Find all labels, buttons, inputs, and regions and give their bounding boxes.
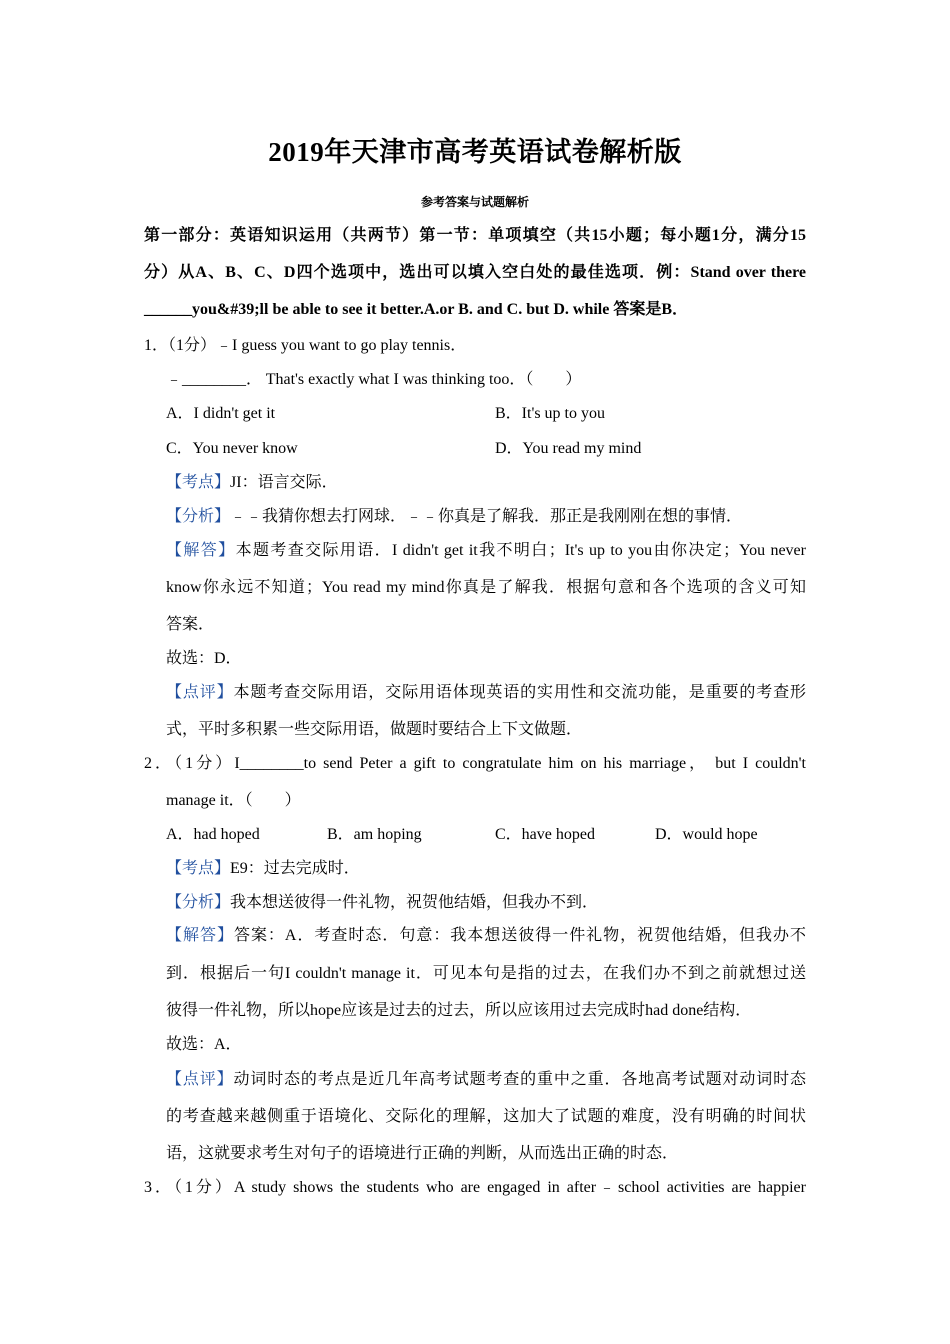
option-b: B．It's up to you <box>495 405 606 422</box>
question-stem: （1分）A study shows the students who are engaged in after﹣school activities are happier <box>173 1179 806 1196</box>
jieda-text: 本题考查交际用语．I didn't get it我不明白；It's up to you由你决定；You never <box>235 542 806 559</box>
dianping-tag: 【点评】 <box>166 684 234 701</box>
answer-line: 故选：D． <box>166 650 242 667</box>
option-d: D．You read my mind <box>495 440 642 457</box>
question-number: 3． <box>144 1179 174 1196</box>
dianping-tag: 【点评】 <box>166 1071 234 1088</box>
answer-line: 故选：A． <box>166 1036 242 1053</box>
dianping-line-2: 式，平时多积累一些交际用语，做题时要结合上下文做题． <box>166 721 583 738</box>
jieda-line-1 <box>166 537 806 560</box>
fenxi-text: 我本想送彼得一件礼物，祝贺他结婚，但我办不到． <box>230 894 599 911</box>
question-stem: （1分）﹣I guess you want to go play tennis． <box>168 337 467 354</box>
kaodian-tag: 【考点】 <box>166 860 231 877</box>
option-c: C．You never know <box>166 440 298 457</box>
question-2 <box>144 750 806 773</box>
jieda-text: 答案：A．考查时态．句意：我本想送彼得一件礼物，祝贺他结婚，但我办不 <box>233 927 806 944</box>
fenxi-tag: 【分析】 <box>166 508 231 525</box>
jieda-line-1 <box>166 922 806 945</box>
jieda-tag: 【解答】 <box>166 927 234 944</box>
option-d: D．would hope <box>655 826 758 843</box>
page-title: 2019年天津市高考英语试卷解析版 <box>268 137 682 167</box>
jieda-line-3: 答案． <box>166 616 215 633</box>
question-number: 1． <box>144 337 169 354</box>
question-stem-line: ﹣________． That's exactly what I was thinking too．（ ） <box>166 371 582 388</box>
dianping-line-1 <box>166 1066 806 1089</box>
page-subtitle: 参考答案与试题解析 <box>420 195 529 209</box>
section-intro-line-1: 第一部分：英语知识运用（共两节）第一节：单项填空（共15小题；每小题1分，满分15 <box>144 227 806 244</box>
jieda-line-2: 到．根据后一句I couldn't manage it．可见本句是指的过去，在我们办不到之前就想过送 <box>166 965 806 982</box>
section-intro-line-2: 分）从A、B、C、D四个选项中，选出可以填入空白处的最佳选项．例：Stand over there <box>144 264 806 281</box>
jieda-line-2: know你永远不知道；You read my mind你真是了解我．根据句意和各个选项的含义可知 <box>166 579 806 596</box>
fenxi-line <box>166 889 598 912</box>
option-b: B．am hoping <box>327 826 422 843</box>
kaodian-text: JI：语言交际． <box>230 474 338 491</box>
fenxi-text: ﹣﹣我猜你想去打网球．﹣﹣你真是了解我．那正是我刚刚在想的事情． <box>230 508 743 525</box>
dianping-text: 动词时态的考点是近几年高考试题考查的重中之重．各地高考试题对动词时态 <box>233 1071 806 1088</box>
kaodian-line <box>166 469 338 492</box>
option-c: C．have hoped <box>495 826 595 843</box>
question-1 <box>144 332 466 355</box>
fenxi-tag: 【分析】 <box>166 894 231 911</box>
dianping-line-1 <box>166 679 806 702</box>
dianping-line-2: 的考查越来越侧重于语境化、交际化的理解，这加大了试题的难度，没有明确的时间状 <box>166 1108 806 1125</box>
dianping-text: 本题考查交际用语，交际用语体现英语的实用性和交流功能，是重要的考查形 <box>233 684 806 701</box>
dianping-line-3: 语，这就要求考生对句子的语境进行正确的判断，从而选出正确的时态． <box>166 1145 679 1162</box>
question-stem-line: manage it．（ ） <box>166 792 301 809</box>
fenxi-line <box>166 503 742 526</box>
kaodian-line <box>166 855 360 878</box>
option-a: A．I didn't get it <box>166 405 276 422</box>
jieda-line-3: 彼得一件礼物，所以hope应该是过去的过去，所以应该用过去完成时had done结构． <box>166 1002 752 1019</box>
section-intro-line-3: ______you&#39;ll be able to see it better.A.or B. and C. but D. while 答案是B． <box>144 301 689 318</box>
kaodian-text: E9：过去完成时． <box>230 860 360 877</box>
kaodian-tag: 【考点】 <box>166 474 231 491</box>
jieda-tag: 【解答】 <box>166 542 236 559</box>
question-3 <box>144 1174 806 1197</box>
question-number: 2． <box>144 755 175 772</box>
question-stem: （1分）I________to send Peter a gift to congratulate him on his marriage， but I couldn't <box>174 755 806 772</box>
option-a: A．had hoped <box>166 826 260 843</box>
